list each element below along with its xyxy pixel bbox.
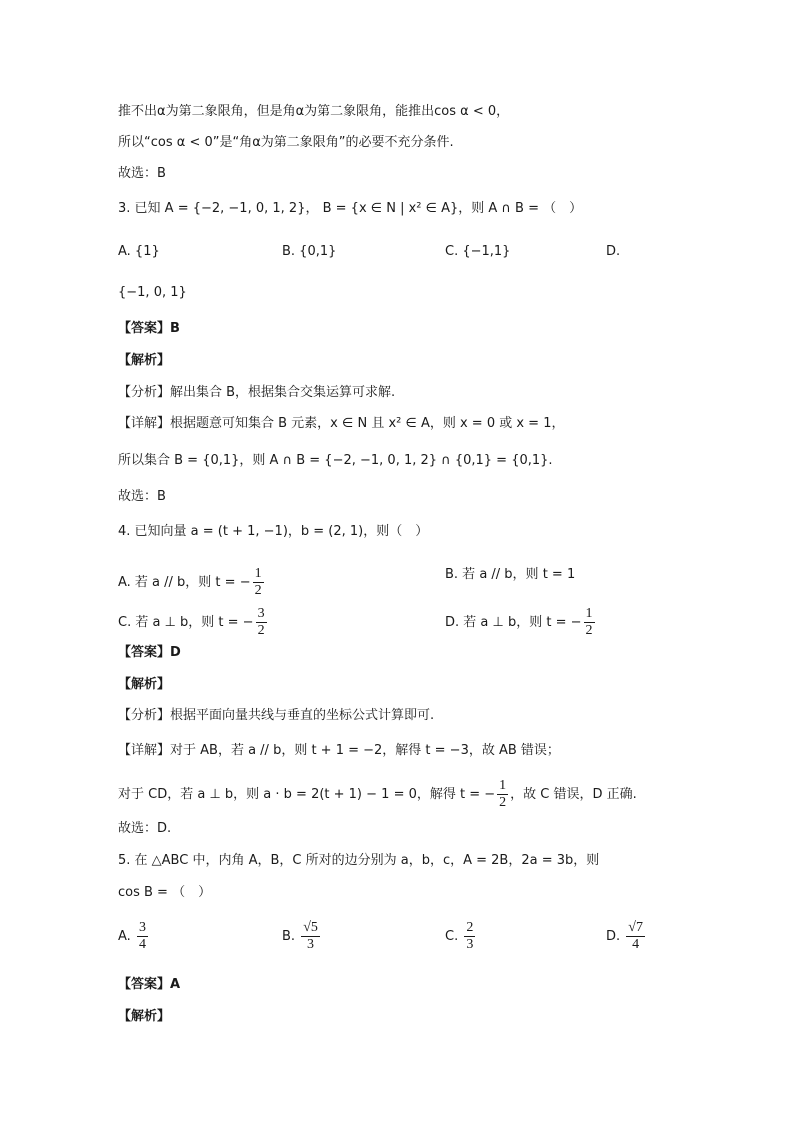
analysis-3-summary: 【分析】解出集合 B，根据集合交集运算可求解. bbox=[118, 385, 396, 400]
analysis-4-summary: 【分析】根据平面向量共线与垂直的坐标公式计算即可. bbox=[118, 708, 435, 723]
analysis-4-detail-2 bbox=[118, 778, 637, 811]
q5-option-a-label: A. bbox=[118, 929, 131, 944]
fraction-numerator: √5 bbox=[303, 920, 318, 935]
analysis-4-detail: 【详解】对于 AB，若 a // b，则 t + 1 = −2，解得 t = −3，故 AB 错误； bbox=[118, 743, 560, 758]
q5-option-d bbox=[606, 920, 647, 953]
text-line: 推不出α为第二象限角，但是角α为第二象限角，能推出cos α < 0， bbox=[118, 104, 510, 119]
analysis-3-heading: 【解析】 bbox=[118, 353, 171, 368]
fraction bbox=[301, 920, 320, 953]
q4-option-a-text: A. 若 a // b，则 t = − bbox=[118, 575, 251, 590]
fraction bbox=[497, 778, 508, 811]
fraction-numerator: √7 bbox=[628, 920, 643, 935]
fraction-numerator: 1 bbox=[254, 566, 262, 581]
analysis-5-heading: 【解析】 bbox=[118, 1009, 171, 1024]
q5-option-d-label: D. bbox=[606, 929, 621, 944]
fraction-denominator: 2 bbox=[257, 623, 265, 638]
fraction bbox=[253, 566, 264, 599]
q3-option-c: C. {−1,1} bbox=[445, 244, 511, 259]
fraction bbox=[464, 920, 475, 953]
answer-5: 【答案】A bbox=[118, 977, 181, 992]
q3-option-d-value: {−1, 0, 1} bbox=[118, 285, 187, 300]
analysis-4-detail-2-tail: ，故 C 错误，D 正确. bbox=[510, 787, 637, 802]
question-3-stem: 3. 已知 A = {−2, −1, 0, 1, 2}， B = {x ∈ N | x² ∈ A}，则 A ∩ B = （ ） bbox=[118, 201, 583, 216]
question-5-stem-2: cos B = （ ） bbox=[118, 885, 212, 900]
q5-option-c-label: C. bbox=[445, 929, 459, 944]
question-4-stem: 4. 已知向量 a = (t + 1, −1)，b = (2, 1)，则（ ） bbox=[118, 524, 429, 539]
fraction-denominator: 4 bbox=[138, 937, 146, 952]
analysis-4-detail-2-text: 对于 CD，若 a ⊥ b，则 a · b = 2(t + 1) − 1 = 0，解得 t = − bbox=[118, 787, 496, 802]
analysis-3-detail: 【详解】根据题意可知集合 B 元素，x ∈ N 且 x² ∈ A，则 x = 0 或 x = 1， bbox=[118, 416, 565, 431]
choice-4: 故选：D. bbox=[118, 821, 172, 836]
q5-option-b bbox=[282, 920, 322, 953]
fraction bbox=[626, 920, 645, 953]
q5-option-a bbox=[118, 920, 150, 953]
fraction-denominator: 4 bbox=[632, 937, 640, 952]
analysis-4-heading: 【解析】 bbox=[118, 677, 171, 692]
q4-option-a bbox=[118, 566, 266, 599]
q5-option-c bbox=[445, 920, 477, 953]
fraction bbox=[137, 920, 148, 953]
q4-option-d-text: D. 若 a ⊥ b，则 t = − bbox=[445, 615, 582, 630]
q4-option-c bbox=[118, 606, 269, 639]
q5-option-b-label: B. bbox=[282, 929, 296, 944]
fraction-denominator: 2 bbox=[585, 623, 593, 638]
choice-3: 故选：B bbox=[118, 489, 166, 504]
analysis-3-detail-2: 所以集合 B = {0,1}，则 A ∩ B = {−2, −1, 0, 1, 2} ∩ {0,1} = {0,1}. bbox=[118, 453, 553, 468]
answer-3: 【答案】B bbox=[118, 321, 180, 336]
answer-4: 【答案】D bbox=[118, 645, 181, 660]
text-line: 故选：B bbox=[118, 166, 166, 181]
q4-option-c-text: C. 若 a ⊥ b，则 t = − bbox=[118, 615, 254, 630]
q3-option-b: B. {0,1} bbox=[282, 244, 337, 259]
q4-option-d bbox=[445, 606, 597, 639]
text-line: 所以“cos α < 0”是“角α为第二象限角”的必要不充分条件. bbox=[118, 135, 454, 150]
fraction-denominator: 2 bbox=[254, 583, 262, 598]
fraction-numerator: 3 bbox=[138, 920, 146, 935]
question-5-stem: 5. 在 △ABC 中，内角 A，B，C 所对的边分别为 a，b，c，A = 2B，2a = 3b，则 bbox=[118, 853, 600, 868]
fraction bbox=[584, 606, 595, 639]
q3-option-d-label: D. bbox=[606, 244, 621, 259]
q4-option-b: B. 若 a // b，则 t = 1 bbox=[445, 567, 576, 582]
fraction-numerator: 3 bbox=[257, 606, 265, 621]
fraction-numerator: 1 bbox=[499, 778, 507, 793]
q3-option-a: A. {1} bbox=[118, 244, 160, 259]
fraction bbox=[256, 606, 267, 639]
fraction-denominator: 2 bbox=[499, 795, 507, 810]
fraction-denominator: 3 bbox=[466, 937, 474, 952]
fraction-numerator: 1 bbox=[585, 606, 593, 621]
fraction-numerator: 2 bbox=[466, 920, 474, 935]
fraction-denominator: 3 bbox=[307, 937, 315, 952]
